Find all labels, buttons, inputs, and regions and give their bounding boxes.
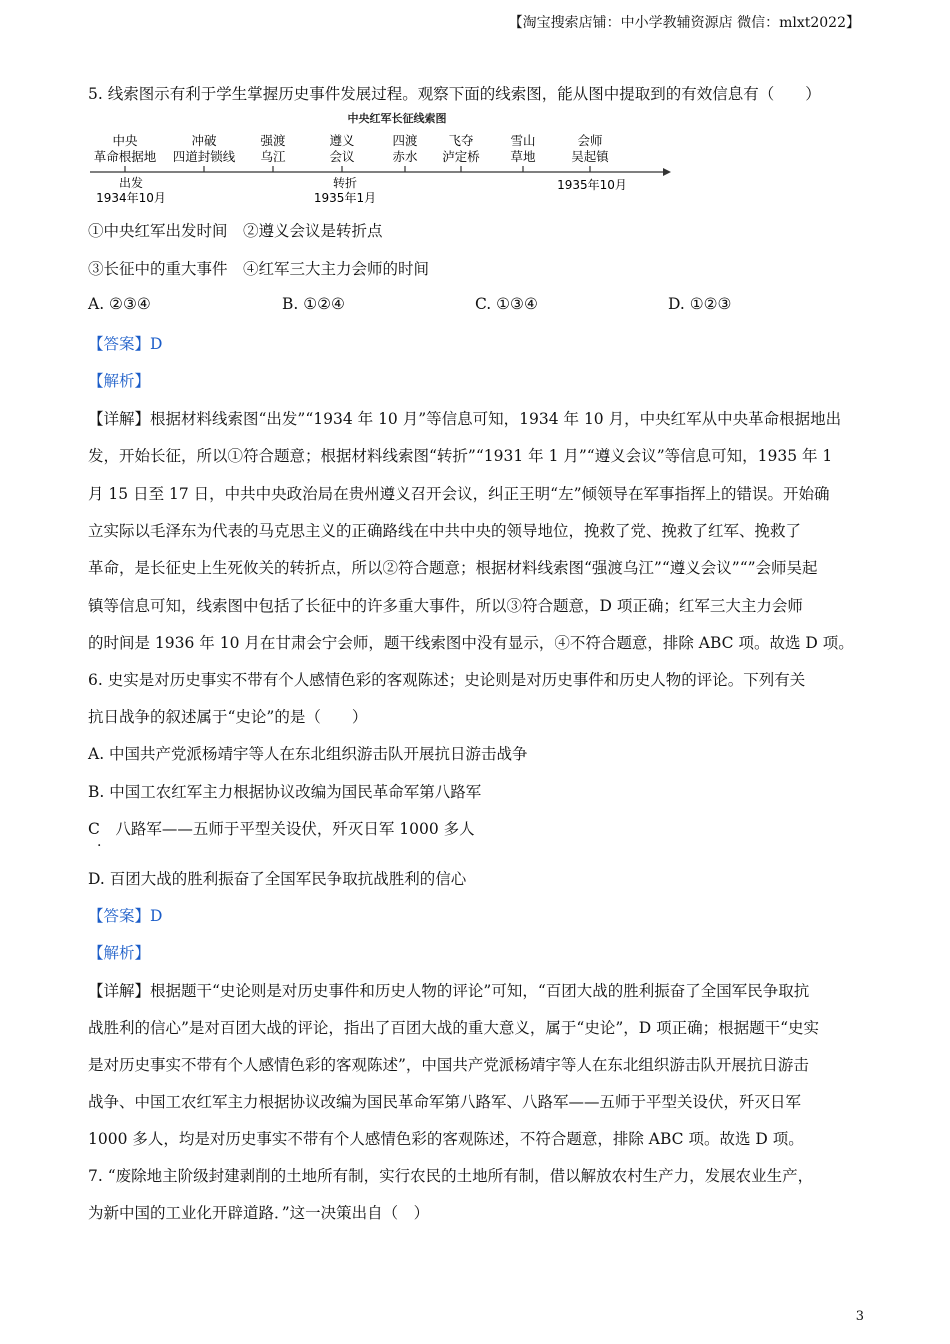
timeline-title: 中央红军长征线索图 bbox=[347, 112, 447, 125]
page-header: 【淘宝搜索店铺：中小学教辅资源店 微信：mlxt2022】 bbox=[508, 15, 860, 31]
page-number: 3 bbox=[855, 1309, 864, 1324]
event-5-line1: 飞夺 bbox=[448, 133, 474, 148]
q5-option-a: A. ②③④ bbox=[88, 295, 151, 313]
event-6-line2: 草地 bbox=[510, 149, 536, 164]
event-0-line2: 革命根据地 bbox=[93, 149, 157, 164]
event-4-line1: 四渡 bbox=[392, 133, 418, 148]
timeline-arrowhead bbox=[663, 168, 671, 176]
below-2-line2: 1935年10月 bbox=[557, 178, 627, 192]
q6-answer bbox=[88, 904, 162, 926]
q6-answer-text: 【答案】D bbox=[88, 907, 163, 925]
q6-detail-line-3: 是对历史事实不带有个人感情色彩的客观陈述”，中国共产党派杨靖宇等人在东北组织游击队开展抗日游击 bbox=[88, 1056, 809, 1074]
q5-detail-line-4: 立实际以毛泽东为代表的马克思主义的正确路线在中共中央的领导地位，挽救了党、挽救了红军、挽救了 bbox=[88, 522, 802, 540]
below-1-line1: 转折 bbox=[332, 176, 358, 190]
event-5 bbox=[442, 133, 480, 164]
event-5-line2: 泸定桥 bbox=[442, 149, 480, 164]
q5-detail-line-3: 月 15 日至 17 日，中共中央政治局在贵州遵义召开会议，纠正王明“左”倾领导在军事指挥上的错误。开始确 bbox=[88, 485, 830, 503]
q6-detail-line-4: 战争、中国工农红军主力根据协议改编为国民革命军第八路军、八路军——五师于平型关设伏，歼灭日军 bbox=[88, 1093, 802, 1111]
q6-analysis-label: 【解析】 bbox=[88, 944, 151, 962]
event-2-line2: 乌江 bbox=[260, 149, 286, 164]
q7-stem-line-2: 为新中国的工业化开辟道路．”这一决策出自（ ） bbox=[88, 1204, 430, 1222]
q5-detail-line-1: 【详解】根据材料线索图“出发”“1934 年 10 月”等信息可知，1934 年 10 月，中央红军从中央革命根据地出 bbox=[88, 410, 842, 428]
q5-detail-line-5: 革命，是长征史上生死攸关的转折点，所以②符合题意；根据材料线索图“强渡乌江”“遵义会议”“”会师吴起 bbox=[88, 559, 818, 577]
event-7 bbox=[571, 133, 610, 164]
q5-items-line2: ③长征中的重大事件 ④红军三大主力会师的时间 bbox=[88, 260, 430, 278]
event-7-line1: 会师 bbox=[577, 133, 603, 148]
below-1-line2: 1935年1月 bbox=[313, 191, 377, 205]
below-2 bbox=[557, 177, 627, 192]
q6-stem-line-2: 抗日战争的叙述属于“史论”的是（ ） bbox=[88, 708, 368, 726]
q6-detail-line-2: 战胜利的信心”是对百团大战的评论，指出了百团大战的重大意义，属于“史论”，D 项正确；根据题干“史实 bbox=[88, 1019, 820, 1037]
event-3 bbox=[329, 133, 355, 164]
q5-option-d: D. ①②③ bbox=[668, 295, 732, 313]
event-3-line1: 遵义 bbox=[329, 133, 355, 148]
q6-detail-line-1: 【详解】根据题干“史论则是对历史事件和历史人物的评论”可知，“百团大战的胜利振奋了全国军民争取抗 bbox=[88, 982, 810, 1000]
event-1 bbox=[173, 133, 236, 164]
event-2-line1: 强渡 bbox=[260, 133, 286, 148]
q5-answer-text: 【答案】D bbox=[88, 335, 163, 353]
event-1-line1: 冲破 bbox=[191, 133, 217, 148]
event-3-line2: 会议 bbox=[329, 149, 355, 164]
q6-option-c-dot: · bbox=[97, 838, 102, 854]
event-0 bbox=[94, 133, 157, 164]
event-0-line1: 中央 bbox=[112, 133, 138, 148]
q6-option-b: B. 中国工农红军主力根据协议改编为国民革命军第八路军 bbox=[88, 783, 482, 801]
q5-items-line1: ①中央红军出发时间 ②遵义会议是转折点 bbox=[88, 222, 383, 240]
q5-option-b: B. ①②④ bbox=[282, 295, 345, 313]
q5-detail-line-7: 的时间是 1936 年 10 月在甘肃会宁会师，题干线索图中没有显示，④不符合题意，排除 ABC 项。故选 D 项。 bbox=[88, 634, 854, 652]
q5-detail-line-2: 发，开始长征，所以①符合题意；根据材料线索图“转折”“1931 年 1 月”“遵义会议”等信息可知，1935 年 1 bbox=[88, 447, 833, 465]
q6-option-c: C 八路军——五师于平型关设伏，歼灭日军 1000 多人 bbox=[88, 820, 475, 838]
event-7-line2: 吴起镇 bbox=[571, 149, 609, 164]
q5-option-c: C. ①③④ bbox=[475, 295, 538, 313]
below-0 bbox=[96, 175, 166, 205]
q5-analysis-label: 【解析】 bbox=[88, 372, 151, 390]
below-1 bbox=[314, 175, 376, 205]
event-1-line2: 四道封锁线 bbox=[172, 149, 236, 164]
below-0-line2: 1934年10月 bbox=[96, 191, 166, 205]
event-6 bbox=[510, 133, 536, 164]
q6-stem-line-1: 6. 史实是对历史事实不带有个人感情色彩的客观陈述；史论则是对历史事件和历史人物的评论。下列有关 bbox=[88, 671, 806, 689]
q6-option-d: D. 百团大战的胜利振奋了全国军民争取抗战胜利的信心 bbox=[88, 870, 467, 888]
q7-stem-line-1: 7. “废除地主阶级封建剥削的土地所有制，实行农民的土地所有制，借以解放农村生产力，发展农业生产， bbox=[88, 1167, 814, 1185]
q5-detail-line-6: 镇等信息可知，线索图中包括了长征中的许多重大事件，所以③符合题意，D 项正确；红军三大主力会师 bbox=[88, 597, 803, 615]
event-4 bbox=[392, 133, 418, 164]
long-march-timeline bbox=[85, 105, 685, 205]
q5-answer bbox=[88, 332, 162, 354]
below-0-line1: 出发 bbox=[118, 176, 144, 190]
q6-option-a: A. 中国共产党派杨靖宇等人在东北组织游击队开展抗日游击战争 bbox=[88, 745, 528, 763]
timeline-ticks bbox=[125, 166, 590, 172]
event-2 bbox=[260, 133, 286, 164]
event-6-line1: 雪山 bbox=[510, 133, 536, 148]
q6-detail-line-5: 1000 多人，均是对历史事实不带有个人感情色彩的客观陈述，不符合题意，排除 ABC 项。故选 D 项。 bbox=[88, 1130, 804, 1148]
event-4-line2: 赤水 bbox=[392, 149, 418, 164]
q5-stem: 5. 线索图示有利于学生掌握历史事件发展过程。观察下面的线索图，能从图中提取到的有效信息有（ ） bbox=[88, 85, 821, 103]
